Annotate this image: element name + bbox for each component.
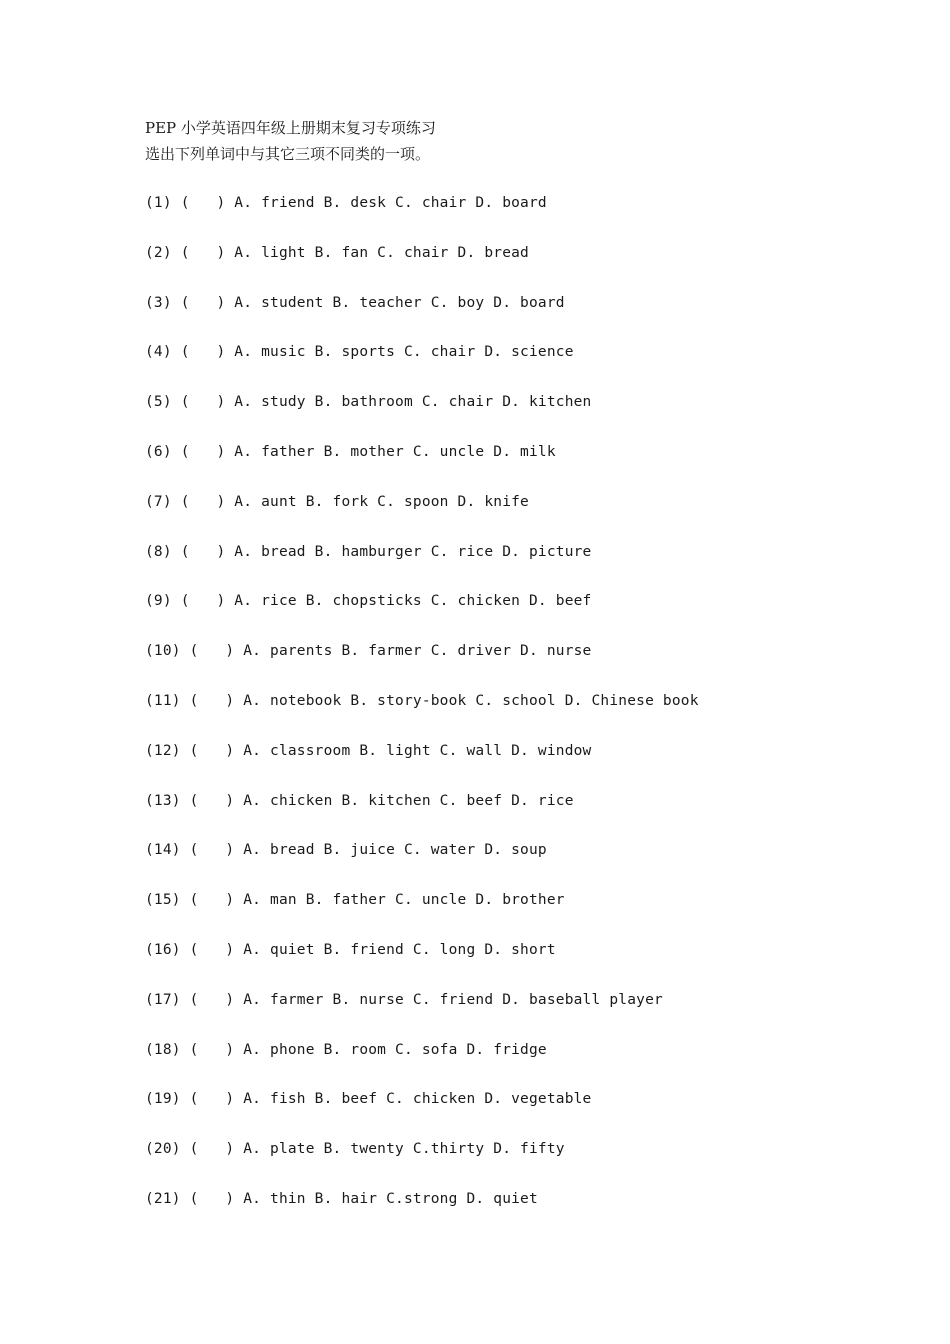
question-21: (21) ( ) A. thin B. hair C.strong D. quiet xyxy=(145,1190,538,1207)
instruction-text: 选出下列单词中与其它三项不同类的一项。 xyxy=(145,145,431,163)
question-2: (2) ( ) A. light B. fan C. chair D. bread xyxy=(145,244,529,261)
question-4: (4) ( ) A. music B. sports C. chair D. science xyxy=(145,344,574,361)
question-10: (10) ( ) A. parents B. farmer C. driver D. nurse xyxy=(145,643,592,660)
question-19: (19) ( ) A. fish B. beef C. chicken D. vegetable xyxy=(145,1091,592,1108)
question-13: (13) ( ) A. chicken B. kitchen C. beef D. rice xyxy=(145,792,574,809)
question-8: (8) ( ) A. bread B. hamburger C. rice D. picture xyxy=(145,543,592,560)
question-6: (6) ( ) A. father B. mother C. uncle D. milk xyxy=(145,443,556,460)
question-list xyxy=(145,192,905,1238)
question-14: (14) ( ) A. bread B. juice C. water D. soup xyxy=(145,842,547,859)
question-1: (1) ( ) A. friend B. desk C. chair D. board xyxy=(145,195,547,211)
question-5: (5) ( ) A. study B. bathroom C. chair D. kitchen xyxy=(145,394,592,411)
question-15: (15) ( ) A. man B. father C. uncle D. brother xyxy=(145,892,565,909)
question-7: (7) ( ) A. aunt B. fork C. spoon D. knife xyxy=(145,493,529,510)
question-18: (18) ( ) A. phone B. room C. sofa D. fridge xyxy=(145,1041,547,1058)
question-11: (11) ( ) A. notebook B. story-book C. school D. Chinese book xyxy=(145,692,699,709)
document-title: PEP 小学英语四年级上册期末复习专项练习 xyxy=(145,119,436,137)
question-12: (12) ( ) A. classroom B. light C. wall D. window xyxy=(145,742,592,759)
question-17: (17) ( ) A. farmer B. nurse C. friend D. baseball player xyxy=(145,991,663,1008)
question-3: (3) ( ) A. student B. teacher C. boy D. board xyxy=(145,294,565,311)
question-9: (9) ( ) A. rice B. chopsticks C. chicken D. beef xyxy=(145,593,592,610)
question-20: (20) ( ) A. plate B. twenty C.thirty D. fifty xyxy=(145,1141,565,1158)
question-16: (16) ( ) A. quiet B. friend C. long D. short xyxy=(145,941,556,958)
